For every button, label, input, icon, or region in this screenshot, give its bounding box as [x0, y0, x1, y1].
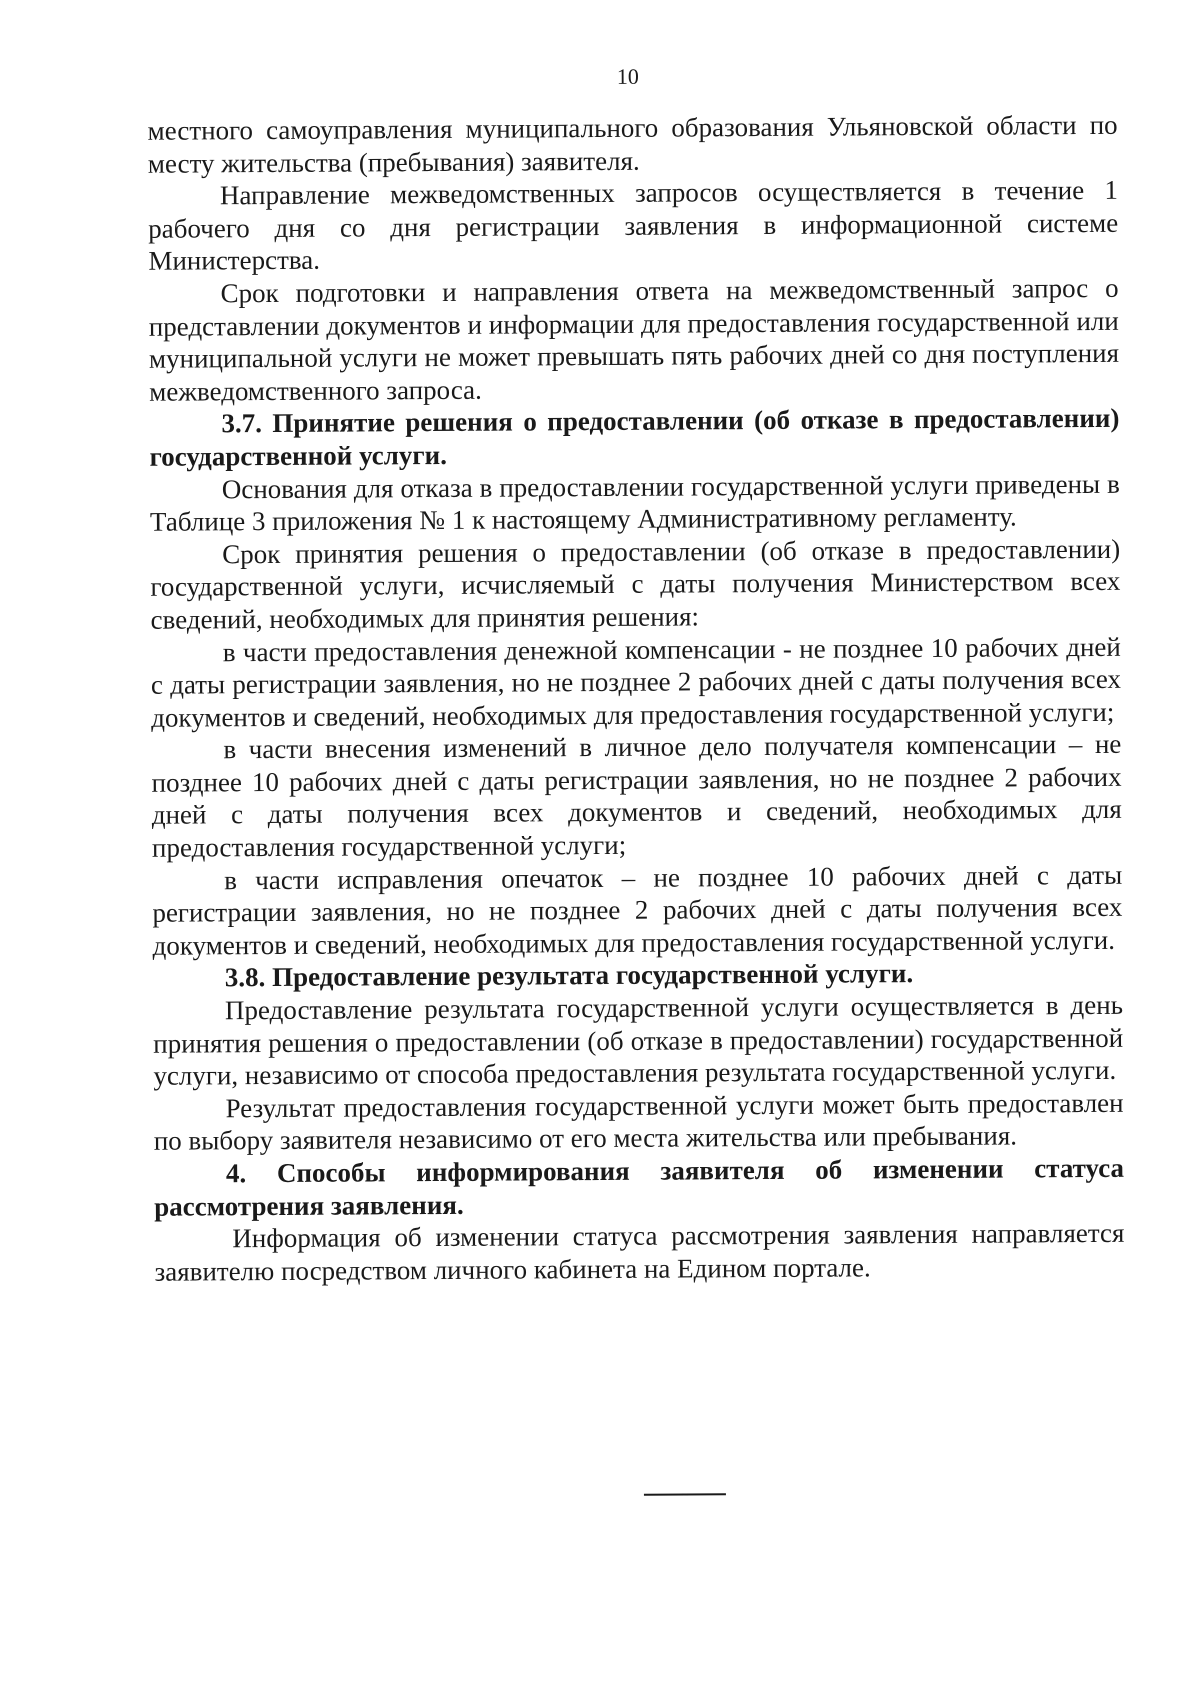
paragraph: в части исправления опечаток – не позднее 10 рабочих дней с даты регистрации заявления, но не позднее 2 рабочих дней с даты получения всех документов и сведений, необходимых для предоставления государственной услуги.	[152, 859, 1123, 961]
section-heading-3-8: 3.8. Предоставление результата государственной услуги.	[224, 958, 914, 993]
paragraph: Направление межведомственных запросов осуществляется в течение 1 рабочего дня со дня регистрации заявления в информационной системе Министерства.	[148, 175, 1119, 277]
paragraph: Срок принятия решения о предоставлении (об отказе в предоставлении) государственной услуги, исчисляемый с даты получения Министерством всех сведений, необходимых для принятия решения:	[150, 533, 1121, 635]
document-body	[148, 109, 1125, 1288]
paragraph: Предоставление результата государственной услуги осуществляется в день принятия решения о предоставлении (об отказе в предоставлении) государственной услуги, независимо от способа предоставления результата государственной услуги.	[153, 989, 1124, 1091]
end-of-document-rule	[644, 1493, 726, 1496]
section-heading-4: 4. Способы информирования заявителя об изменении статуса рассмотрения заявления.	[154, 1152, 1125, 1222]
paragraph: Информация об изменении статуса рассмотрения заявления направляется заявителю посредством личного кабинета на Едином портале.	[154, 1217, 1125, 1287]
section-heading-3-7: 3.7. Принятие решения о предоставлении (об отказе в предоставлении) государственной услуги.	[149, 403, 1120, 472]
paragraph: местного самоуправления муниципального образования Ульяновской области по месту жительства (пребывания) заявителя.	[147, 109, 1118, 179]
paragraph: Основания для отказа в предоставлении государственной услуги приведены в Таблице 3 приложения № 1 к настоящему Административному регламенту.	[149, 468, 1120, 537]
paragraph: Срок подготовки и направления ответа на межведомственный запрос о представлении документов и информации для предоставления государственной или муниципальной услуги не может превышать пять рабочих дней со дня поступления межведомственного запроса.	[148, 272, 1120, 407]
paragraph: в части предоставления денежной компенсации - не позднее 10 рабочих дней с даты регистрации заявления, но не позднее 2 рабочих дней с даты получения всех документов и сведений, необходимых для предоставления государственной услуги;	[150, 631, 1122, 733]
page-number: 10	[616, 63, 639, 89]
paragraph: Результат предоставления государственной услуги может быть предоставлен по выбору заявителя независимо от его места жительства или пребывания.	[153, 1087, 1124, 1157]
paragraph: в части внесения изменений в личное дело получателя компенсации – не позднее 10 рабочих дней с даты регистрации заявления, но не позднее 2 рабочих дней с даты получения всех документов и сведений, необходимых для предоставления государственной услуги;	[151, 729, 1122, 863]
